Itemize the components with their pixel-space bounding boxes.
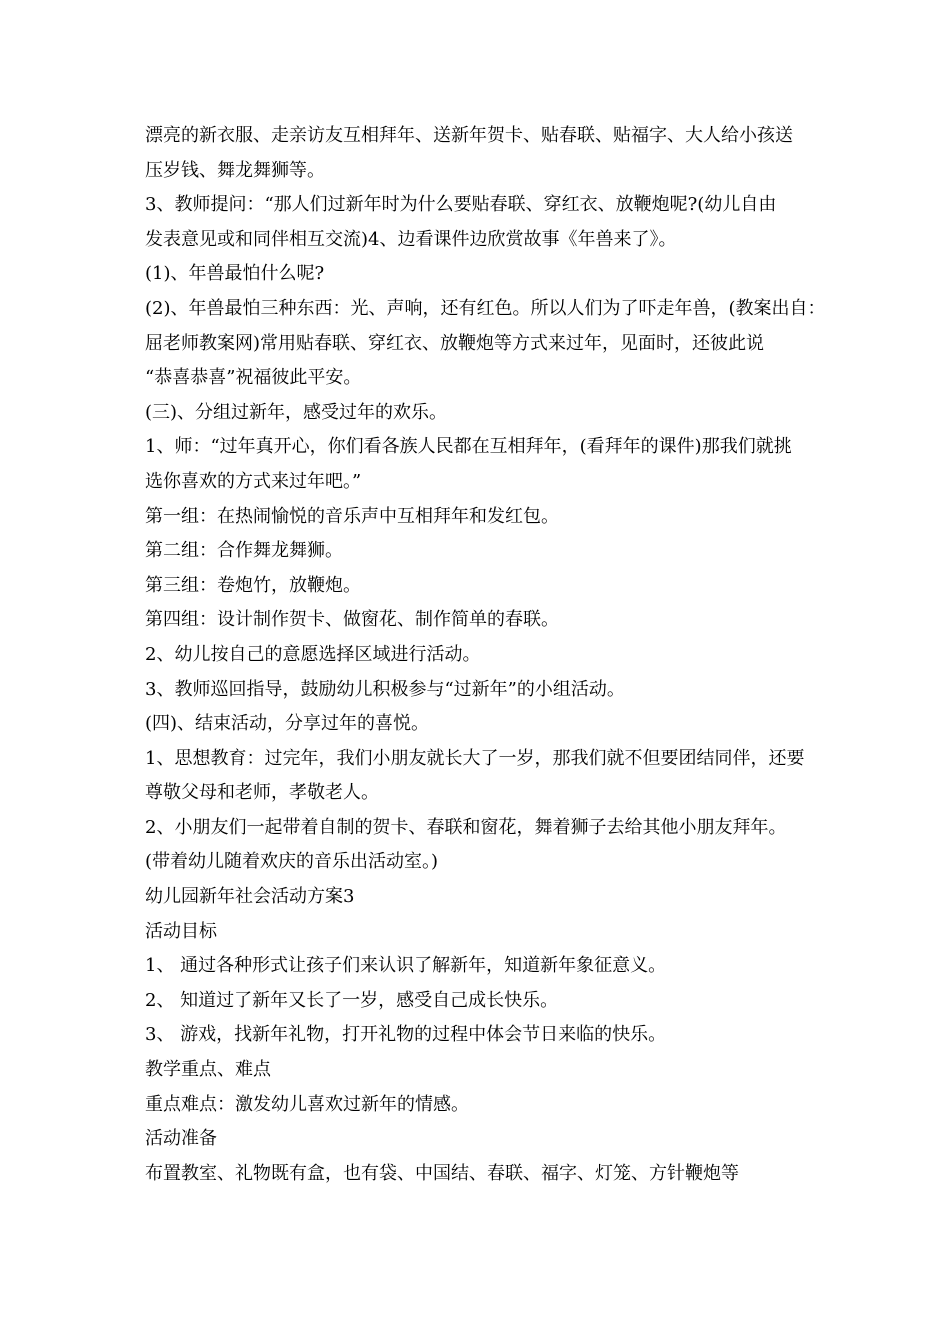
text-line: “恭喜恭喜”祝福彼此平安。 <box>145 367 362 389</box>
text-line: (带着幼儿随着欢庆的音乐出活动室。) <box>145 851 439 873</box>
text-line: 发表意见或和同伴相互交流)4、边看课件边欣赏故事《年兽来了》。 <box>145 228 677 250</box>
section-heading: 活动准备 <box>145 1128 217 1150</box>
text-line: 3、教师提问：“那人们过新年时为什么要贴春联、穿红衣、放鞭炮呢?(幼儿自由 <box>145 194 777 216</box>
document-body <box>145 119 825 1191</box>
list-item: 第三组：卷炮竹，放鞭炮。 <box>145 574 361 596</box>
text-line: (2)、年兽最怕三种东西：光、声响，还有红色。所以人们为了吓走年兽，(教案出自： <box>145 297 826 319</box>
list-item: 3、 游戏，找新年礼物，打开礼物的过程中体会节日来临的快乐。 <box>145 1024 667 1046</box>
text-line: 2、幼儿按自己的意愿选择区域进行活动。 <box>145 643 481 665</box>
text-line: 布置教室、礼物既有盒，也有袋、中国结、春联、福字、灯笼、方针鞭炮等 <box>145 1162 739 1184</box>
text-line: 选你喜欢的方式来过年吧。” <box>145 470 362 492</box>
section-heading: 活动目标 <box>145 920 217 942</box>
list-item: 2、 知道过了新年又长了一岁，感受自己成长快乐。 <box>145 989 559 1011</box>
list-item: 第四组：设计制作贺卡、做窗花、制作简单的春联。 <box>145 609 559 631</box>
text-line: 漂亮的新衣服、走亲访友互相拜年、送新年贺卡、贴春联、贴福字、大人给小孩送 <box>145 125 793 146</box>
section-heading: 教学重点、难点 <box>145 1059 271 1081</box>
document-title: 幼儿园新年社会活动方案3 <box>145 886 355 908</box>
text-line: 压岁钱、舞龙舞狮等。 <box>145 159 325 181</box>
text-line: 重点难点：激发幼儿喜欢过新年的情感。 <box>145 1093 469 1115</box>
list-item: 第一组：在热闹愉悦的音乐声中互相拜年和发红包。 <box>145 505 559 527</box>
text-line: (1)、年兽最怕什么呢? <box>145 263 325 285</box>
list-item: 1、 通过各种形式让孩子们来认识了解新年，知道新年象征意义。 <box>145 955 667 977</box>
section-heading: (四)、结束活动，分享过年的喜悦。 <box>145 713 430 735</box>
list-item: 第二组：合作舞龙舞狮。 <box>145 540 343 562</box>
text-line: 屈老师教案网)常用贴春联、穿红衣、放鞭炮等方式来过年，见面时，还彼此说 <box>145 332 765 354</box>
text-line: 1、思想教育：过完年，我们小朋友就长大了一岁，那我们就不但要团结同伴，还要 <box>145 747 805 769</box>
text-line: 3、教师巡回指导，鼓励幼儿积极参与“过新年”的小组活动。 <box>145 678 625 700</box>
text-line: 1、师：“过年真开心，你们看各族人民都在互相拜年，(看拜年的课件)那我们就挑 <box>145 436 792 458</box>
section-heading: (三)、分组过新年，感受过年的欢乐。 <box>145 401 448 423</box>
text-line: 2、小朋友们一起带着自制的贺卡、春联和窗花，舞着狮子去给其他小朋友拜年。 <box>145 816 787 838</box>
text-line: 尊敬父母和老师，孝敬老人。 <box>145 782 379 804</box>
